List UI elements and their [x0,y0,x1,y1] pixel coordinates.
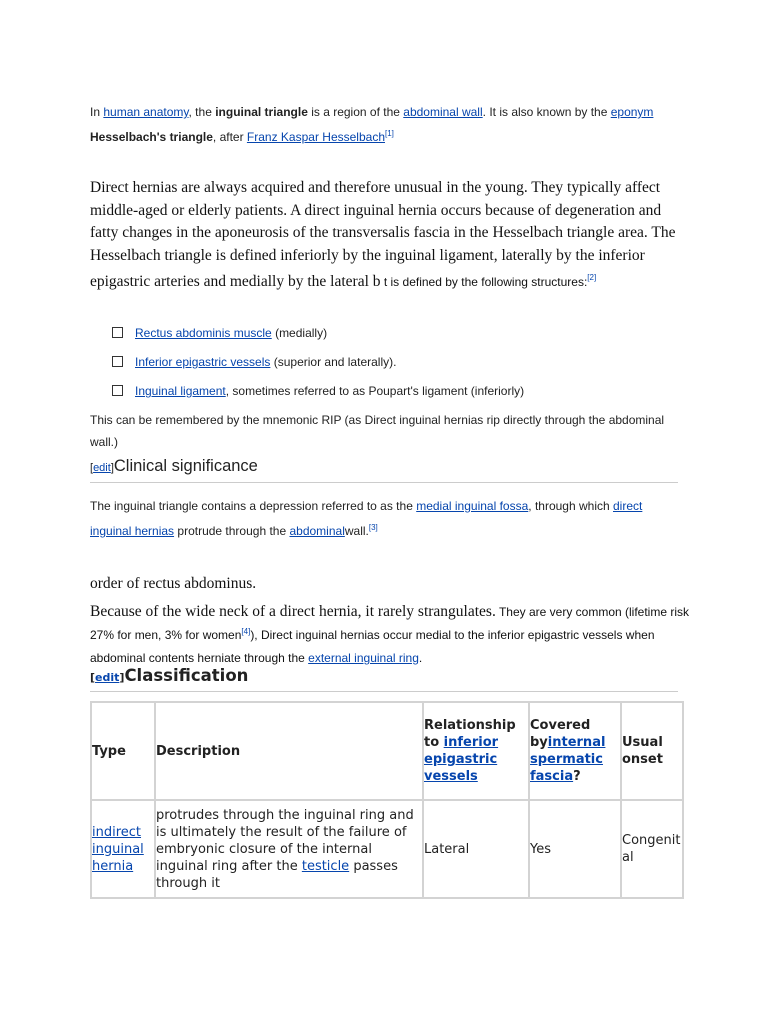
table-row [91,800,683,898]
border-line: order of rectus abdominus. [90,575,257,592]
structures-list [112,322,524,409]
text: , sometimes referred to as Poupart's ligament (inferiorly) [225,384,525,398]
link-direct-inguinal-hernias[interactable]: direct inguinal hernias [90,499,643,538]
table-header-row [91,702,683,800]
text: ), Direct inguinal hernias occur medial to the inferior epigastric vessels when abdominal contents herniate through the [90,628,655,665]
text: Because of the wide neck of a direct hernia, it rarely strangulates. [90,603,496,620]
link-human-anatomy[interactable]: human anatomy [103,105,189,119]
text: , after [212,130,247,144]
term-hesselbach-triangle: Hesselbach's triangle [90,130,213,144]
bullet-square-icon [112,356,123,367]
link-abdominal[interactable]: abdominal [289,524,345,538]
link-external-inguinal-ring[interactable]: external inguinal ring [308,651,419,665]
text: protrude through the [174,524,290,538]
edit-link[interactable]: edit [95,671,120,684]
text: In [90,105,104,119]
bullet-square-icon [112,327,123,338]
text: They are very common (lifetime risk 27% for men, 3% for women [90,605,690,642]
link-medial-inguinal-fossa[interactable]: medial inguinal fossa [416,499,529,513]
list-item [112,351,524,380]
text: (medially) [271,326,328,340]
text: ? [573,769,581,784]
bullet-square-icon [112,385,123,396]
text: Relationship to [424,718,516,750]
classification-heading [90,666,678,692]
cell-relationship: Lateral [423,800,529,898]
text: is a region of the [307,105,404,119]
header-covered [529,702,621,800]
text: . [418,651,423,665]
header-relationship [423,702,529,800]
ref-1[interactable]: [1] [385,129,394,138]
link-hesselbach[interactable]: Franz Kaspar Hesselbach [246,130,385,144]
list-item [112,322,524,351]
cell-type [91,800,155,898]
link-abdominal-wall[interactable]: abdominal wall [403,105,483,119]
neck-paragraph [90,572,690,669]
term-inguinal-triangle: inguinal triangle [215,105,308,119]
edit-link[interactable]: edit [93,462,111,474]
link-eponym[interactable]: eponym [610,105,654,119]
text: The inguinal triangle contains a depression referred to as the [90,499,417,513]
clinical-heading [90,457,678,483]
text: . It is also known by the [482,105,611,119]
ref-3[interactable]: [3] [368,523,378,532]
cell-onset: Congenital [621,800,683,898]
link-rectus-abdominis[interactable]: Rectus abdominis muscle [135,326,272,340]
edit-bracket: [edit] [90,462,114,474]
cell-covered: Yes [529,800,621,898]
link-testicle[interactable]: testicle [301,858,350,874]
header-description: Description [155,702,423,800]
text: (superior and laterally). [270,355,397,369]
text: passes through it [156,858,398,891]
text: Covered by [530,718,591,750]
text: protrudes through the inguinal ring and is ultimately the result of the failure of embryonic closure of the internal inguinal ring after the [156,807,414,874]
header-type: Type [91,702,155,800]
ref-2[interactable]: [2] [587,273,597,282]
edit-bracket: [edit] [90,671,125,684]
ref-4[interactable]: [4] [241,627,251,636]
list-item [112,380,524,409]
classification-table [90,701,684,899]
text: Direct hernias are always acquired and therefore unusual in the young. They typically affect middle-aged or elderly patients. A direct inguinal hernia occurs because of degeneration and fatty changes in the aponeurosis of the transversalis fascia in the Hesselbach triangle area. The Hesselbach triangle is defined inferiorly by the inguinal ligament, laterally by the inferior epigastric arteries and medially by the lateral b [90,179,676,291]
text: , the [188,105,216,119]
header-onset: Usual onset [621,702,683,800]
intro-paragraph [90,101,690,148]
section-title: Clinical significance [113,457,258,475]
cell-description [155,800,423,898]
clinical-paragraph [90,495,680,542]
link-inferior-epigastric-vessels[interactable]: inferior epigastric vessels [424,735,499,784]
link-indirect-inguinal-hernia[interactable]: indirect inguinal hernia [92,824,144,874]
text: t is defined by the following structures: [380,275,588,290]
direct-hernia-paragraph [90,177,680,294]
text: wall. [344,524,369,538]
link-inferior-epigastric[interactable]: Inferior epigastric vessels [135,355,271,369]
link-inguinal-ligament[interactable]: Inguinal ligament [135,384,226,398]
link-internal-spermatic-fascia[interactable]: internal spermatic fascia [530,735,606,784]
text: , through which [528,499,613,513]
mnemonic-paragraph: This can be remembered by the mnemonic RIP (as Direct inguinal hernias rip directly through the abdominal wall.) [90,413,665,449]
section-title: Classification [124,666,249,685]
